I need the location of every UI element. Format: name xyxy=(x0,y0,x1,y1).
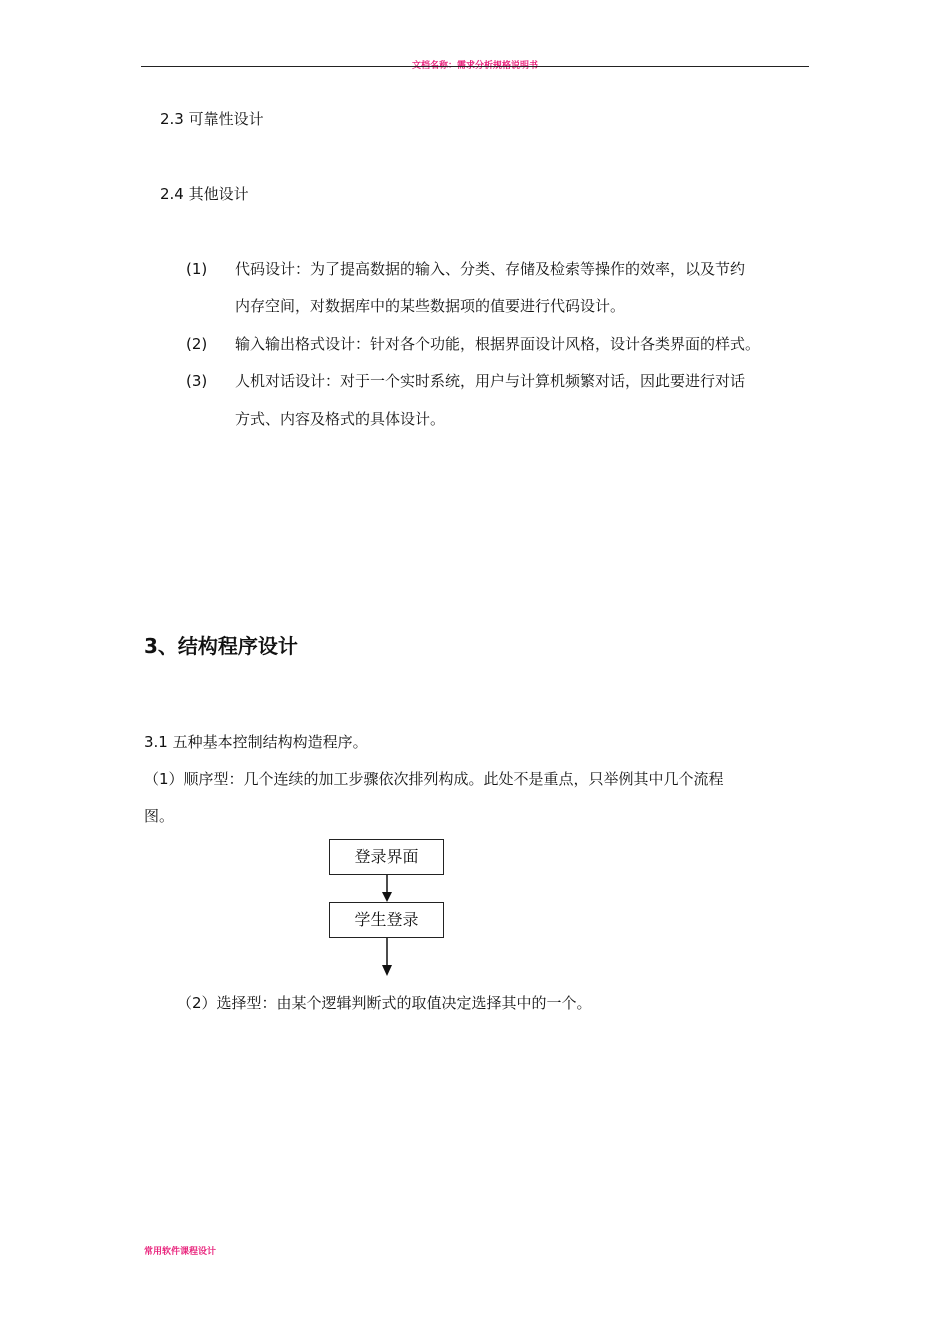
sequence-paragraph-line-1: （1）顺序型：几个连续的加工步骤依次排列构成。此处不是重点，只举例其中几个流程 xyxy=(144,770,724,788)
sequence-paragraph-line-2: 图。 xyxy=(144,807,175,825)
footer-course-name: 常用软件课程设计 xyxy=(144,1247,217,1257)
flowchart-box-login-screen: 登录界面 xyxy=(329,839,444,875)
item-1-line-2: 内存空间，对数据库中的某些数据项的值要进行代码设计。 xyxy=(235,297,626,315)
flowchart-arrow-1 xyxy=(382,875,392,902)
section-2-4-heading: 2.4 其他设计 xyxy=(160,185,249,203)
item-1-line-1: 代码设计：为了提高数据的输入、分类、存储及检索等操作的效率，以及节约 xyxy=(235,260,746,278)
item-3-line-2: 方式、内容及格式的具体设计。 xyxy=(235,410,446,428)
item-1-number: (1) xyxy=(186,260,208,278)
item-3-line-1: 人机对话设计：对于一个实时系统，用户与计算机频繁对话，因此要进行对话 xyxy=(235,372,746,390)
flowchart-box-student-login: 学生登录 xyxy=(329,902,444,938)
header-doc-title: 文档名称：需求分析规格说明书 xyxy=(411,61,538,71)
section-3-1-heading: 3.1 五种基本控制结构构造程序。 xyxy=(144,733,368,751)
flowchart-arrow-2 xyxy=(382,938,392,976)
selection-paragraph: （2）选择型：由某个逻辑判断式的取值决定选择其中的一个。 xyxy=(177,994,592,1012)
section-3-heading: 3、结构程序设计 xyxy=(144,634,298,658)
section-2-3-heading: 2.3 可靠性设计 xyxy=(160,110,264,128)
item-2-number: (2) xyxy=(186,335,208,353)
item-3-number: (3) xyxy=(186,372,208,390)
item-2-line-1: 输入输出格式设计：针对各个功能，根据界面设计风格，设计各类界面的样式。 xyxy=(235,335,761,353)
